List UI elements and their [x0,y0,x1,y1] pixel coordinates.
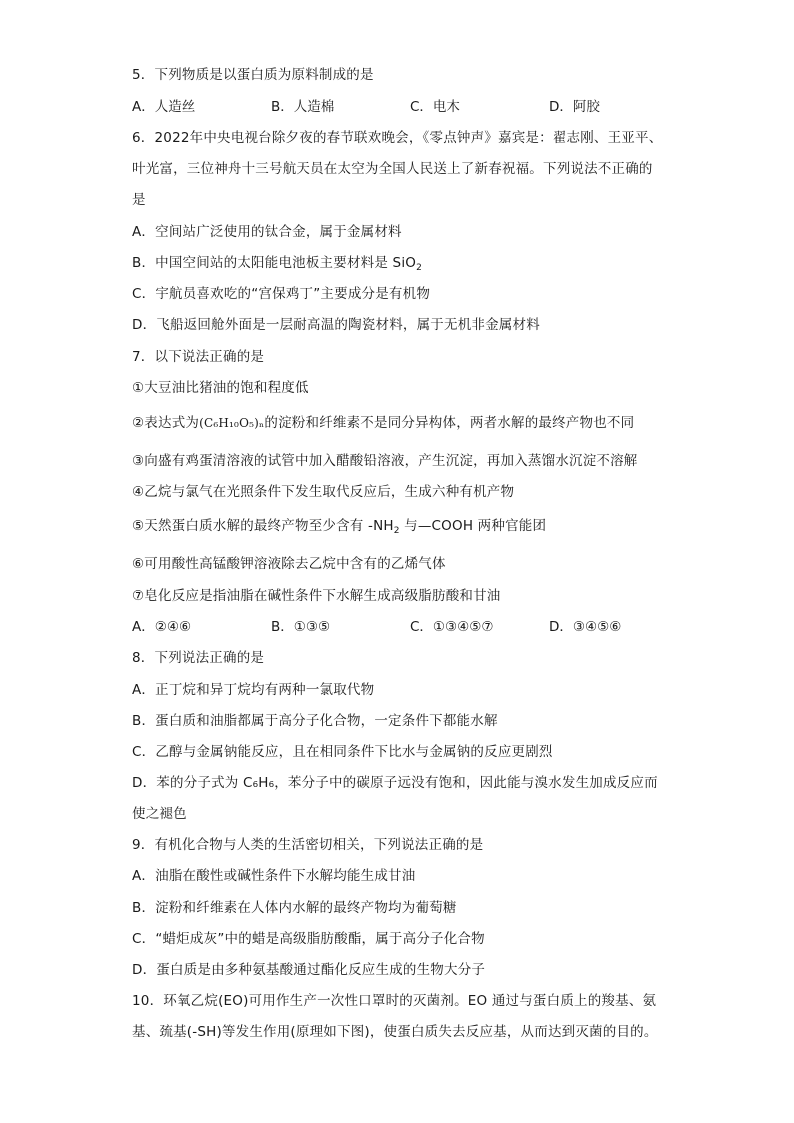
q6-option-d: D．飞船返回舱外面是一层耐高温的陶瓷材料，属于无机非金属材料 [132,317,540,333]
q10-stem-line2: 基、巯基(-SH)等发生作用(原理如下图)，使蛋白质失去反应基，从而达到灭菌的目的。 [132,1024,658,1040]
q9-option-b: B．淀粉和纤维素在人体内水解的最终产物均为葡萄糖 [132,900,457,916]
q5-option-d: D．阿胶 [549,99,600,115]
q6-option-a: A．空间站广泛使用的钛合金，属于金属材料 [132,224,402,240]
q7-stem: 7．以下说法正确的是 [132,349,265,365]
q5-option-b: B．人造棉 [271,99,335,115]
q8-option-b: B．蛋白质和油脂都属于高分子化合物，一定条件下都能水解 [132,713,498,729]
q8-option-d-line2: 使之褪色 [132,806,187,822]
q8-stem: 8．下列说法正确的是 [132,650,265,666]
q7-statement-2-post: 的淀粉和纤维素不是同分异构体，两者水解的最终产物也不同 [264,415,635,431]
q5-option-a: A．人造丝 [132,99,196,115]
q6-stem-line2: 叶光富，三位神舟十三号航天员在太空为全国人民送上了新春祝福。下列说法不正确的 [132,161,653,177]
q7-statement-7: ⑦皂化反应是指油脂在碱性条件下水解生成高级脂肪酸和甘油 [132,588,501,604]
q6-stem-line1: 6．2022年中央电视台除夕夜的春节联欢晚会，《零点钟声》嘉宾是：翟志刚、王亚平、 [132,130,663,146]
q7-option-c: C．①③④⑤⑦ [410,619,494,635]
q7-statement-5-post: 与—COOH 两种官能团 [399,518,547,534]
q7-statement-3: ③向盛有鸡蛋清溶液的试管中加入醋酸铅溶液，产生沉淀，再加入蒸馏水沉淀不溶解 [132,453,638,469]
q7-statement-4: ④乙烷与氯气在光照条件下发生取代反应后，生成六种有机产物 [132,484,515,500]
q10-stem-line1: 10．环氧乙烷(EO)可用作生产一次性口罩时的灭菌剂。EO 通过与蛋白质上的羧基、氨 [132,993,657,1009]
q7-option-d: D．③④⑤⑥ [549,619,622,635]
q6-stem-line3: 是 [132,192,146,208]
q6-option-b-subscript: 2 [416,263,423,273]
q8-option-d-line1: D．苯的分子式为 C₆H₆，苯分子中的碳原子远没有饱和，因此能与溴水发生加成反应而 [132,775,658,791]
q7-option-b: B．①③⑤ [271,619,331,635]
q7-option-a: A．②④⑥ [132,619,192,635]
q6-option-c: C．宇航员喜欢吃的“宫保鸡丁”主要成分是有机物 [132,286,431,302]
q9-stem: 9．有机化合物与人类的生活密切相关，下列说法正确的是 [132,837,484,853]
q5-stem: 5．下列物质是以蛋白质为原料制成的是 [132,67,374,83]
q7-statement-2 [132,413,634,433]
q7-statement-5 [132,516,546,541]
q8-option-c: C．乙醇与金属钠能反应，且在相同条件下比水与金属钠的反应更剧烈 [132,744,553,760]
q7-statement-5-pre: ⑤天然蛋白质水解的最终产物至少含有 -NH [132,518,394,534]
q7-statement-2-formula: (C₆H₁₀O₅)ₙ [199,416,265,430]
q5-option-c: C．电木 [410,99,460,115]
q7-statement-5-subscript: 2 [393,526,400,536]
q9-option-d: D．蛋白质是由多种氨基酸通过酯化反应生成的生物大分子 [132,962,486,978]
q8-option-a: A．正丁烷和异丁烷均有两种一氯取代物 [132,682,375,698]
q7-statement-1: ①大豆油比猪油的饱和程度低 [132,380,309,396]
q9-option-a: A．油脂在酸性或碱性条件下水解均能生成甘油 [132,868,416,884]
q6-option-b [132,253,422,278]
q7-statement-6: ⑥可用酸性高锰酸钾溶液除去乙烷中含有的乙烯气体 [132,556,446,572]
q6-option-b-text: B．中国空间站的太阳能电池板主要材料是 SiO [132,255,417,271]
q9-option-c: C．“蜡炬成灰”中的蜡是高级脂肪酸酯，属于高分子化合物 [132,931,485,947]
q7-statement-2-pre: ②表达式为 [132,415,200,431]
